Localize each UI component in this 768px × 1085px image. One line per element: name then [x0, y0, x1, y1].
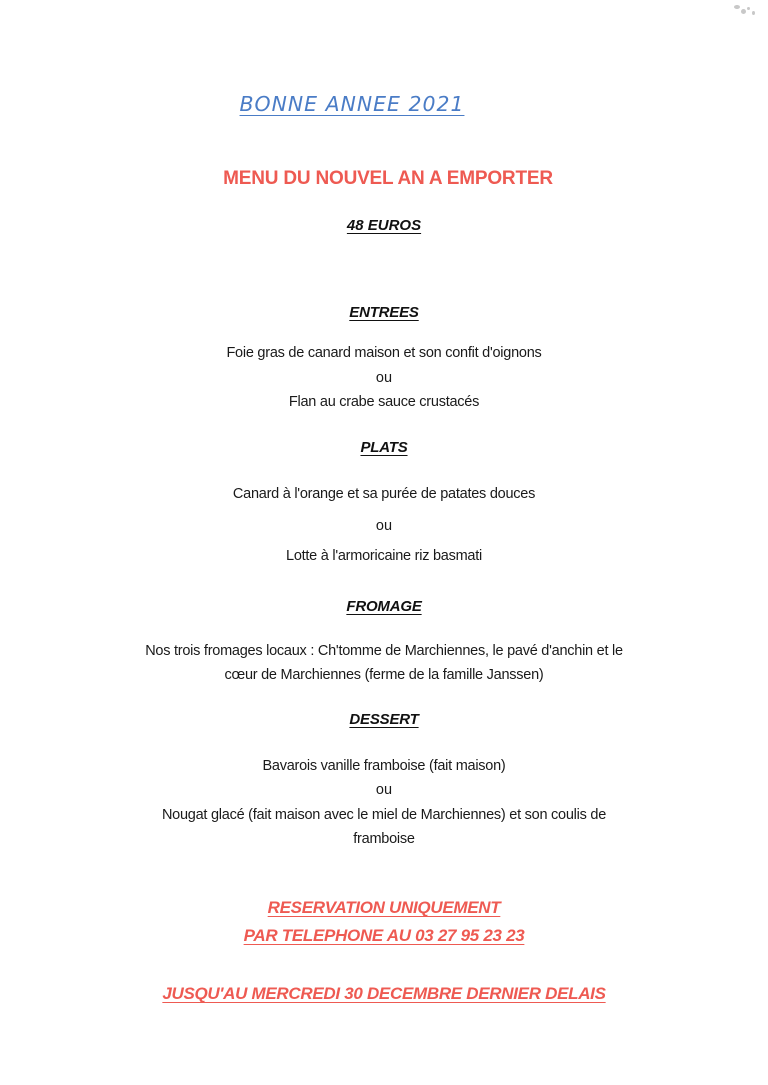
dessert-item-2-continued: framboise	[353, 831, 415, 847]
entree-item-2: Flan au crabe sauce crustacés	[288, 394, 480, 410]
plat-item-2: Lotte à l'armoricaine riz basmati	[286, 548, 482, 564]
plat-separator: ou	[375, 518, 393, 534]
section-heading-entrees: ENTREES	[349, 304, 419, 321]
dessert-item-1: Bavarois vanille framboise (fait maison)	[262, 758, 506, 774]
section-heading-fromage: FROMAGE	[346, 598, 422, 615]
greeting-heading: BONNE ANNEE 2021	[239, 92, 465, 116]
entree-separator: ou	[375, 370, 393, 386]
reservation-deadline: JUSQU'AU MERCREDI 30 DECEMBRE DERNIER DELAIS	[162, 984, 606, 1003]
menu-price: 48 EUROS	[346, 217, 422, 234]
scan-artifact	[730, 2, 760, 16]
plat-item-1: Canard à l'orange et sa purée de patates douces	[232, 486, 536, 502]
fromage-line-1: Nos trois fromages locaux : Ch'tomme de Marchiennes, le pavé d'anchin et le	[145, 643, 623, 659]
section-heading-plats: PLATS	[360, 439, 408, 456]
dessert-separator: ou	[375, 782, 393, 798]
reservation-phone-line: PAR TELEPHONE AU 03 27 95 23 23	[243, 926, 525, 945]
menu-title: MENU DU NOUVEL AN A EMPORTER	[223, 168, 553, 189]
dessert-item-2: Nougat glacé (fait maison avec le miel de Marchiennes) et son coulis de	[161, 807, 607, 823]
fromage-line-2: cœur de Marchiennes (ferme de la famille Janssen)	[224, 667, 544, 683]
entree-item-1: Foie gras de canard maison et son confit d'oignons	[226, 345, 542, 361]
section-heading-dessert: DESSERT	[349, 711, 419, 728]
reservation-notice-line-1: RESERVATION UNIQUEMENT	[267, 898, 501, 917]
